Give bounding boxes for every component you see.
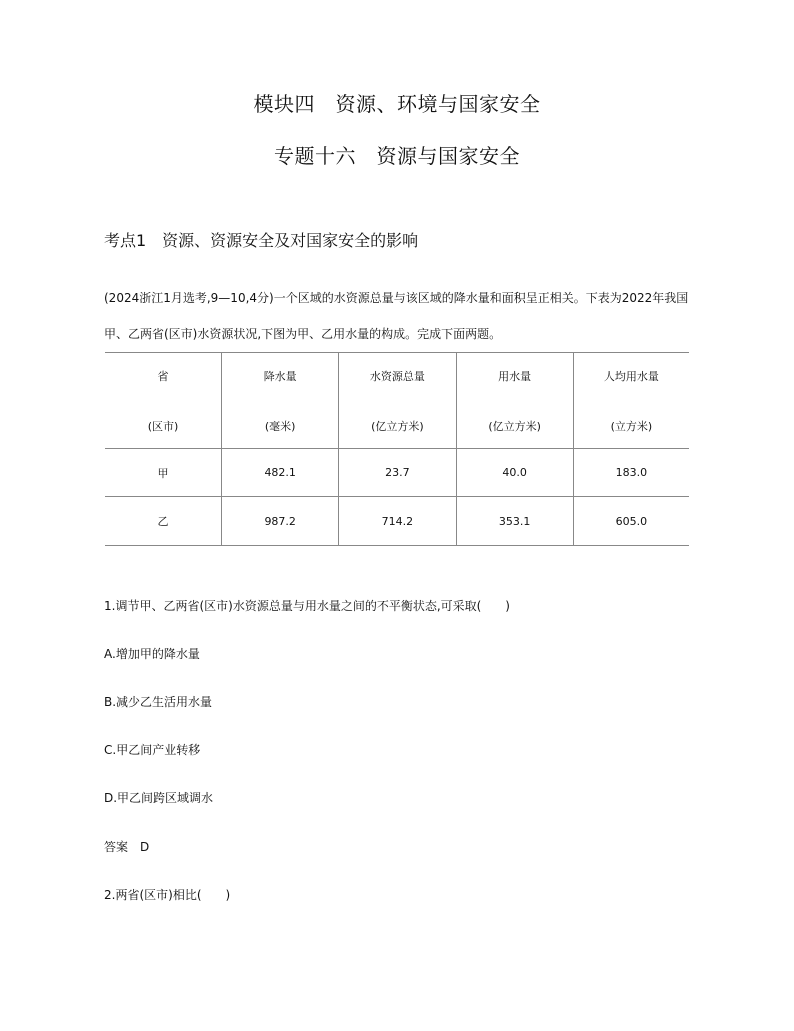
table-header-row [105,353,689,449]
table-cell: 714.2 [339,497,456,546]
table-row [105,449,689,497]
table-cell: 353.1 [456,497,573,546]
table-header-cell: 降水量 (毫米) [222,353,339,449]
table-cell: 183.0 [573,449,689,497]
table-cell: 甲 [105,449,222,497]
topic-title: 专题十六 资源与国家安全 [274,144,520,168]
table-header-cell: 省 (区市) [105,353,222,449]
table-header-cell: 人均用水量 (立方米) [573,353,689,449]
table-cell: 605.0 [573,497,689,546]
question-1-stem: 1.调节甲、乙两省(区市)水资源总量与用水量之间的不平衡状态,可采取( ) [104,599,510,613]
module-title: 模块四 资源、环境与国家安全 [253,92,541,116]
table-cell: 40.0 [456,449,573,497]
water-resources-table [105,352,689,546]
table-row [105,497,689,546]
table-cell: 乙 [105,497,222,546]
question-1-option-c: C.甲乙间产业转移 [104,743,201,757]
question-2-stem: 2.两省(区市)相比( ) [104,888,231,902]
question-1-answer: 答案 D [104,840,150,854]
question-1-option-d: D.甲乙间跨区域调水 [104,791,214,805]
table-cell: 23.7 [339,449,456,497]
table-header-cell: 水资源总量 (亿立方米) [339,353,456,449]
table-cell: 482.1 [222,449,339,497]
table-cell: 987.2 [222,497,339,546]
table-header-cell: 用水量 (亿立方米) [456,353,573,449]
section-heading: 考点1 资源、资源安全及对国家安全的影响 [104,231,419,250]
question-1-option-a: A.增加甲的降水量 [104,647,200,661]
question-1-option-b: B.减少乙生活用水量 [104,695,213,709]
question-intro: (2024浙江1月选考,9—10,4分)一个区域的水资源总量与该区域的降水量和面积呈正相关。下表为2022年我国甲、乙两省(区市)水资源状况,下图为甲、乙用水量的构成。完成下面两题。 [104,291,689,341]
